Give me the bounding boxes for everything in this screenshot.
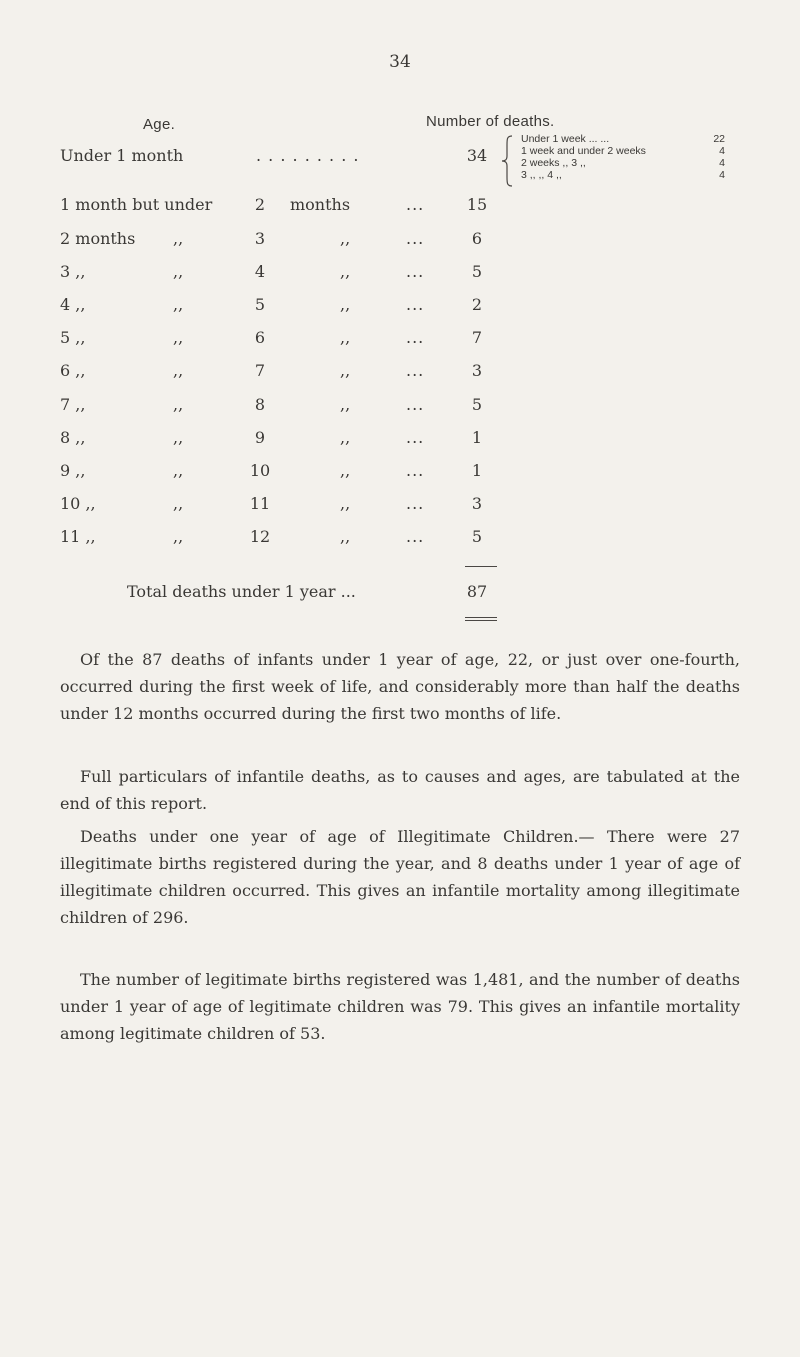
total-count: 87 xyxy=(466,582,488,601)
age-to: 5 xyxy=(254,295,266,314)
total-label: Total deaths under 1 year ... xyxy=(127,582,356,601)
table-row xyxy=(0,295,800,319)
death-count: 15 xyxy=(466,195,488,214)
breakdown-value: 22 xyxy=(713,133,725,145)
leader-dots: ... xyxy=(406,295,425,314)
paragraph-text: Full particulars of infantile deaths, as to causes and ages, are tabulated at the end of this report. xyxy=(60,767,740,813)
death-count: 2 xyxy=(471,295,483,314)
age-label: Under 1 month xyxy=(60,146,184,165)
ditto-mark: ,, xyxy=(173,428,184,447)
ditto-mark: ,, xyxy=(173,461,184,480)
age-from: 3 ,, xyxy=(60,262,86,281)
paragraph xyxy=(60,763,740,817)
age-from: 5 ,, xyxy=(60,328,86,347)
ditto-mark: ,, xyxy=(340,428,351,447)
age-to: 10 xyxy=(249,461,271,480)
brace-icon xyxy=(500,135,514,187)
table-row xyxy=(0,262,800,286)
death-count: 6 xyxy=(471,229,483,248)
age-from: 2 months xyxy=(60,229,136,248)
ditto-mark: ,, xyxy=(173,295,184,314)
paragraph-text: Deaths under one year of age of Illegitimate Children.— There were 27 illegitimate births registered during the year, and 8 deaths under 1 year of age of illegitimate children occurred. This gives an infantile mortality among illegitimate children of 296. xyxy=(60,827,740,927)
death-count: 5 xyxy=(471,262,483,281)
leader-dots: ... xyxy=(406,229,425,248)
ditto-mark: ,, xyxy=(340,229,351,248)
paragraph-text: The number of legitimate births registered was 1,481, and the number of deaths under 1 year of age of legitimate children was 79. This gives an infantile mortality among legitimate children of 53. xyxy=(60,970,740,1043)
ditto-mark: ,, xyxy=(173,527,184,546)
death-count: 5 xyxy=(471,527,483,546)
age-from: 1 month but under xyxy=(60,195,213,214)
death-count: 7 xyxy=(471,328,483,347)
paragraph xyxy=(60,966,740,1047)
age-from: 11 ,, xyxy=(60,527,96,546)
table-row xyxy=(0,527,800,551)
ditto-mark: ,, xyxy=(173,229,184,248)
death-count: 1 xyxy=(471,461,483,480)
leader-dots: . . . . . . . . . xyxy=(256,146,360,165)
breakdown-label: Under 1 week ... ... xyxy=(521,133,610,145)
ditto-mark: ,, xyxy=(340,395,351,414)
page-number: 34 xyxy=(389,52,411,72)
ditto-mark: ,, xyxy=(340,461,351,480)
leader-dots: ... xyxy=(406,527,425,546)
leader-dots: ... xyxy=(406,262,425,281)
age-to: 2 xyxy=(254,195,266,214)
age-column-header: Age. xyxy=(143,116,176,133)
table-row xyxy=(0,195,800,219)
age-from: 8 ,, xyxy=(60,428,86,447)
table-row xyxy=(0,328,800,352)
leader-dots: ... xyxy=(406,328,425,347)
ditto-mark: ,, xyxy=(173,262,184,281)
deaths-column-header: Number of deaths. xyxy=(426,113,555,130)
age-to: 6 xyxy=(254,328,266,347)
ditto-mark: ,, xyxy=(173,328,184,347)
breakdown-row xyxy=(513,169,725,183)
ditto-mark: ,, xyxy=(173,361,184,380)
table-row xyxy=(0,428,800,452)
age-from: 10 ,, xyxy=(60,494,96,513)
age-to: 12 xyxy=(249,527,271,546)
death-count: 3 xyxy=(471,494,483,513)
ditto-mark: ,, xyxy=(340,494,351,513)
leader-dots: ... xyxy=(406,461,425,480)
age-to: 11 xyxy=(249,494,271,513)
ditto-mark: ,, xyxy=(173,395,184,414)
breakdown-value: 4 xyxy=(719,157,725,169)
death-count: 3 xyxy=(471,361,483,380)
paragraph xyxy=(60,823,740,931)
ditto-mark: ,, xyxy=(340,262,351,281)
age-to: 3 xyxy=(254,229,266,248)
ditto-mark: ,, xyxy=(340,361,351,380)
leader-dots: ... xyxy=(406,428,425,447)
double-rule xyxy=(465,620,497,621)
age-from: 7 ,, xyxy=(60,395,86,414)
age-to: 7 xyxy=(254,361,266,380)
death-count: 1 xyxy=(471,428,483,447)
age-to: 9 xyxy=(254,428,266,447)
breakdown-label: 3 ,, ,, 4 ,, xyxy=(521,169,562,181)
ditto-mark: ,, xyxy=(340,328,351,347)
ditto-mark: ,, xyxy=(173,494,184,513)
total-rule xyxy=(465,566,497,567)
ditto-mark: ,, xyxy=(340,527,351,546)
breakdown-value: 4 xyxy=(719,145,725,157)
breakdown-value: 4 xyxy=(719,169,725,181)
leader-dots: ... xyxy=(406,395,425,414)
table-row xyxy=(0,395,800,419)
breakdown-label: 2 weeks ,, 3 ,, xyxy=(521,157,586,169)
leader-dots: ... xyxy=(406,195,425,214)
ditto-mark: ,, xyxy=(340,295,351,314)
age-from: 9 ,, xyxy=(60,461,86,480)
table-row xyxy=(0,361,800,385)
paragraph-text: Of the 87 deaths of infants under 1 year of age, 22, or just over one-fourth, occurred during the first week of life, and considerably more than half the deaths under 12 months occurred during the first two months of life. xyxy=(60,650,740,723)
paragraph xyxy=(60,646,740,727)
table-row xyxy=(0,461,800,485)
death-count: 34 xyxy=(466,146,488,165)
age-from: 4 ,, xyxy=(60,295,86,314)
table-row-total xyxy=(0,582,800,606)
death-count: 5 xyxy=(471,395,483,414)
double-rule xyxy=(465,617,497,618)
table-row xyxy=(0,229,800,253)
leader-dots: ... xyxy=(406,494,425,513)
age-to: 4 xyxy=(254,262,266,281)
age-to: 8 xyxy=(254,395,266,414)
age-from: 6 ,, xyxy=(60,361,86,380)
leader-dots: ... xyxy=(406,361,425,380)
age-unit: months xyxy=(290,195,351,214)
breakdown-label: 1 week and under 2 weeks xyxy=(521,145,646,157)
table-row xyxy=(0,494,800,518)
